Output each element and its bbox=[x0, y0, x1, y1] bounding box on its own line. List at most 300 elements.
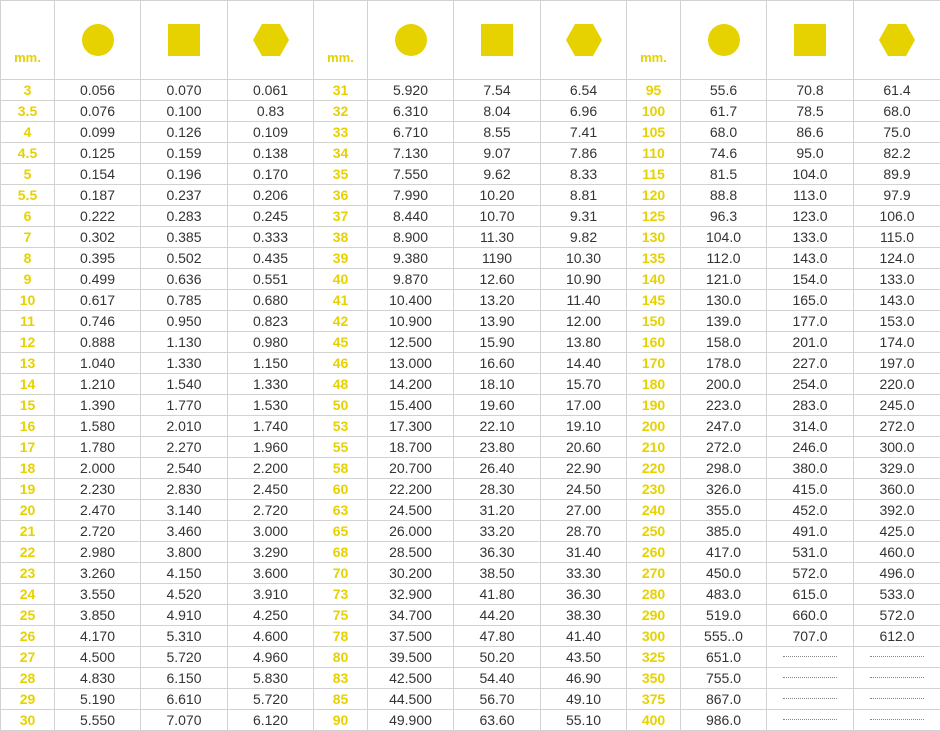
round-weight-cell: 13.000 bbox=[368, 353, 454, 374]
square-weight-cell: 41.80 bbox=[454, 584, 541, 605]
square-weight-cell: 227.0 bbox=[767, 353, 854, 374]
table-row bbox=[1, 185, 940, 206]
size-cell: 38 bbox=[314, 227, 368, 248]
hex-weight-cell: 5.830 bbox=[228, 668, 314, 689]
size-cell: 31 bbox=[314, 80, 368, 101]
hex-weight-cell: 13.80 bbox=[541, 332, 627, 353]
square-weight-cell: 12.60 bbox=[454, 269, 541, 290]
size-cell: 260 bbox=[627, 542, 681, 563]
square-weight-cell: 0.126 bbox=[141, 122, 228, 143]
hex-weight-cell: 496.0 bbox=[854, 563, 940, 584]
table-row bbox=[1, 416, 940, 437]
hex-weight-cell: 0.061 bbox=[228, 80, 314, 101]
square-weight-cell: 33.20 bbox=[454, 521, 541, 542]
square-weight-cell: 0.636 bbox=[141, 269, 228, 290]
table-row bbox=[1, 647, 940, 668]
square-weight-cell: 50.20 bbox=[454, 647, 541, 668]
size-cell: 7 bbox=[1, 227, 55, 248]
square-weight-cell: 15.90 bbox=[454, 332, 541, 353]
size-cell: 3 bbox=[1, 80, 55, 101]
square-weight-cell bbox=[767, 710, 854, 731]
square-weight-cell bbox=[767, 689, 854, 710]
square-weight-cell: 3.800 bbox=[141, 542, 228, 563]
size-cell: 180 bbox=[627, 374, 681, 395]
empty-value-dotted-line bbox=[870, 656, 924, 657]
size-cell: 220 bbox=[627, 458, 681, 479]
hex-weight-cell: 1.530 bbox=[228, 395, 314, 416]
square-weight-cell: 615.0 bbox=[767, 584, 854, 605]
size-cell: 12 bbox=[1, 332, 55, 353]
table-row bbox=[1, 689, 940, 710]
round-weight-cell: 44.500 bbox=[368, 689, 454, 710]
table-row bbox=[1, 164, 940, 185]
square-weight-cell: 8.55 bbox=[454, 122, 541, 143]
size-cell: 26 bbox=[1, 626, 55, 647]
hex-weight-cell: 10.30 bbox=[541, 248, 627, 269]
size-cell: 250 bbox=[627, 521, 681, 542]
round-weight-cell: 1.580 bbox=[55, 416, 141, 437]
round-weight-cell: 96.3 bbox=[681, 206, 767, 227]
round-weight-cell: 6.710 bbox=[368, 122, 454, 143]
round-weight-cell: 3.550 bbox=[55, 584, 141, 605]
size-cell: 24 bbox=[1, 584, 55, 605]
size-cell: 48 bbox=[314, 374, 368, 395]
round-weight-cell: 24.500 bbox=[368, 500, 454, 521]
size-cell: 78 bbox=[314, 626, 368, 647]
hex-weight-cell: 8.81 bbox=[541, 185, 627, 206]
round-weight-cell: 30.200 bbox=[368, 563, 454, 584]
size-cell: 11 bbox=[1, 311, 55, 332]
hex-weight-cell: 153.0 bbox=[854, 311, 940, 332]
round-weight-cell: 2.230 bbox=[55, 479, 141, 500]
round-weight-cell: 5.190 bbox=[55, 689, 141, 710]
round-weight-cell: 223.0 bbox=[681, 395, 767, 416]
hex-weight-cell: 425.0 bbox=[854, 521, 940, 542]
size-cell: 21 bbox=[1, 521, 55, 542]
table-row bbox=[1, 143, 940, 164]
hex-weight-cell: 10.90 bbox=[541, 269, 627, 290]
size-cell: 28 bbox=[1, 668, 55, 689]
square-weight-cell: 5.720 bbox=[141, 647, 228, 668]
size-cell: 14 bbox=[1, 374, 55, 395]
hex-weight-cell: 197.0 bbox=[854, 353, 940, 374]
empty-value-dotted-line bbox=[783, 698, 837, 699]
square-weight-cell: 8.04 bbox=[454, 101, 541, 122]
hex-weight-cell: 0.109 bbox=[228, 122, 314, 143]
hex-weight-cell: 124.0 bbox=[854, 248, 940, 269]
round-weight-cell: 355.0 bbox=[681, 500, 767, 521]
hex-weight-cell: 460.0 bbox=[854, 542, 940, 563]
size-cell: 290 bbox=[627, 605, 681, 626]
table-row bbox=[1, 311, 940, 332]
square-weight-cell: 1.540 bbox=[141, 374, 228, 395]
round-weight-cell: 34.700 bbox=[368, 605, 454, 626]
hex-weight-cell: 8.33 bbox=[541, 164, 627, 185]
round-weight-cell: 7.990 bbox=[368, 185, 454, 206]
size-header: mm. bbox=[1, 1, 55, 80]
hex-weight-cell: 245.0 bbox=[854, 395, 940, 416]
square-weight-cell: 13.20 bbox=[454, 290, 541, 311]
hex-weight-cell: 19.10 bbox=[541, 416, 627, 437]
round-weight-cell: 755.0 bbox=[681, 668, 767, 689]
size-header: mm. bbox=[314, 1, 368, 80]
hex-weight-cell: 17.00 bbox=[541, 395, 627, 416]
size-cell: 58 bbox=[314, 458, 368, 479]
square-weight-cell: 572.0 bbox=[767, 563, 854, 584]
hex-weight-cell: 1.740 bbox=[228, 416, 314, 437]
size-cell: 5 bbox=[1, 164, 55, 185]
round-weight-cell: 0.746 bbox=[55, 311, 141, 332]
size-cell: 230 bbox=[627, 479, 681, 500]
size-cell: 6 bbox=[1, 206, 55, 227]
square-weight-cell: 380.0 bbox=[767, 458, 854, 479]
table-row bbox=[1, 101, 940, 122]
round-weight-cell: 88.8 bbox=[681, 185, 767, 206]
square-bar-column-header bbox=[454, 1, 541, 80]
size-cell: 13 bbox=[1, 353, 55, 374]
square-weight-cell: 95.0 bbox=[767, 143, 854, 164]
round-weight-cell: 2.470 bbox=[55, 500, 141, 521]
round-weight-cell: 0.056 bbox=[55, 80, 141, 101]
hexagon-icon bbox=[566, 24, 602, 56]
round-weight-cell: 9.380 bbox=[368, 248, 454, 269]
circle-icon bbox=[708, 24, 740, 56]
size-cell: 125 bbox=[627, 206, 681, 227]
square-weight-cell: 0.100 bbox=[141, 101, 228, 122]
square-weight-cell: 1190 bbox=[454, 248, 541, 269]
round-weight-cell: 0.076 bbox=[55, 101, 141, 122]
size-cell: 95 bbox=[627, 80, 681, 101]
round-weight-cell: 450.0 bbox=[681, 563, 767, 584]
square-weight-cell: 0.237 bbox=[141, 185, 228, 206]
square-icon bbox=[481, 24, 513, 56]
square-weight-cell: 531.0 bbox=[767, 542, 854, 563]
table-row bbox=[1, 80, 940, 101]
hex-weight-cell: 0.680 bbox=[228, 290, 314, 311]
size-cell: 3.5 bbox=[1, 101, 55, 122]
table-row bbox=[1, 626, 940, 647]
hex-weight-cell: 20.60 bbox=[541, 437, 627, 458]
size-cell: 33 bbox=[314, 122, 368, 143]
table-row bbox=[1, 290, 940, 311]
hex-weight-cell: 14.40 bbox=[541, 353, 627, 374]
square-weight-cell: 7.070 bbox=[141, 710, 228, 731]
square-weight-cell: 1.330 bbox=[141, 353, 228, 374]
size-cell: 41 bbox=[314, 290, 368, 311]
hex-weight-cell: 68.0 bbox=[854, 101, 940, 122]
square-weight-cell: 0.283 bbox=[141, 206, 228, 227]
size-cell: 30 bbox=[1, 710, 55, 731]
round-weight-cell: 2.720 bbox=[55, 521, 141, 542]
round-weight-cell: 3.260 bbox=[55, 563, 141, 584]
round-weight-cell: 17.300 bbox=[368, 416, 454, 437]
empty-value-dotted-line bbox=[870, 719, 924, 720]
square-weight-cell: 314.0 bbox=[767, 416, 854, 437]
size-cell: 60 bbox=[314, 479, 368, 500]
round-weight-cell: 0.125 bbox=[55, 143, 141, 164]
empty-value-dotted-line bbox=[783, 656, 837, 657]
table-row bbox=[1, 206, 940, 227]
size-cell: 22 bbox=[1, 542, 55, 563]
hex-weight-cell bbox=[854, 647, 940, 668]
square-weight-cell: 4.150 bbox=[141, 563, 228, 584]
size-cell: 45 bbox=[314, 332, 368, 353]
hex-weight-cell: 133.0 bbox=[854, 269, 940, 290]
hex-weight-cell: 3.910 bbox=[228, 584, 314, 605]
round-weight-cell: 10.400 bbox=[368, 290, 454, 311]
table-row bbox=[1, 269, 940, 290]
size-cell: 105 bbox=[627, 122, 681, 143]
round-weight-cell: 1.390 bbox=[55, 395, 141, 416]
square-weight-cell: 133.0 bbox=[767, 227, 854, 248]
round-weight-cell: 49.900 bbox=[368, 710, 454, 731]
square-weight-cell: 660.0 bbox=[767, 605, 854, 626]
size-cell: 85 bbox=[314, 689, 368, 710]
table-row bbox=[1, 500, 940, 521]
size-cell: 115 bbox=[627, 164, 681, 185]
size-cell: 160 bbox=[627, 332, 681, 353]
round-weight-cell: 986.0 bbox=[681, 710, 767, 731]
hex-weight-cell: 0.823 bbox=[228, 311, 314, 332]
hex-weight-cell: 2.200 bbox=[228, 458, 314, 479]
size-cell: 35 bbox=[314, 164, 368, 185]
square-weight-cell: 283.0 bbox=[767, 395, 854, 416]
hex-weight-cell: 3.290 bbox=[228, 542, 314, 563]
table-row bbox=[1, 437, 940, 458]
empty-value-dotted-line bbox=[870, 698, 924, 699]
hex-weight-cell bbox=[854, 668, 940, 689]
hex-weight-cell: 89.9 bbox=[854, 164, 940, 185]
size-cell: 19 bbox=[1, 479, 55, 500]
size-cell: 18 bbox=[1, 458, 55, 479]
square-weight-cell: 415.0 bbox=[767, 479, 854, 500]
hex-weight-cell: 0.980 bbox=[228, 332, 314, 353]
hex-weight-cell: 0.206 bbox=[228, 185, 314, 206]
round-weight-cell: 7.130 bbox=[368, 143, 454, 164]
round-weight-cell: 18.700 bbox=[368, 437, 454, 458]
size-cell: 240 bbox=[627, 500, 681, 521]
round-weight-cell: 0.499 bbox=[55, 269, 141, 290]
hex-weight-cell: 115.0 bbox=[854, 227, 940, 248]
square-weight-cell: 0.385 bbox=[141, 227, 228, 248]
table-row bbox=[1, 248, 940, 269]
size-cell: 10 bbox=[1, 290, 55, 311]
square-weight-cell: 0.196 bbox=[141, 164, 228, 185]
size-cell: 17 bbox=[1, 437, 55, 458]
hex-weight-cell: 572.0 bbox=[854, 605, 940, 626]
hex-weight-cell: 360.0 bbox=[854, 479, 940, 500]
round-weight-cell: 28.500 bbox=[368, 542, 454, 563]
square-weight-cell: 246.0 bbox=[767, 437, 854, 458]
size-cell: 37 bbox=[314, 206, 368, 227]
hex-weight-cell: 3.000 bbox=[228, 521, 314, 542]
square-weight-cell: 70.8 bbox=[767, 80, 854, 101]
hex-weight-cell: 3.600 bbox=[228, 563, 314, 584]
square-weight-cell: 22.10 bbox=[454, 416, 541, 437]
hex-bar-column-header bbox=[228, 1, 314, 80]
square-weight-cell: 9.07 bbox=[454, 143, 541, 164]
round-weight-cell: 42.500 bbox=[368, 668, 454, 689]
round-weight-cell: 55.6 bbox=[681, 80, 767, 101]
round-weight-cell: 14.200 bbox=[368, 374, 454, 395]
round-weight-cell: 0.395 bbox=[55, 248, 141, 269]
table-row bbox=[1, 479, 940, 500]
size-cell: 68 bbox=[314, 542, 368, 563]
size-cell: 4.5 bbox=[1, 143, 55, 164]
size-cell: 325 bbox=[627, 647, 681, 668]
size-cell: 270 bbox=[627, 563, 681, 584]
hex-weight-cell: 4.600 bbox=[228, 626, 314, 647]
square-weight-cell: 0.070 bbox=[141, 80, 228, 101]
hex-weight-cell: 533.0 bbox=[854, 584, 940, 605]
square-weight-cell: 707.0 bbox=[767, 626, 854, 647]
size-cell: 375 bbox=[627, 689, 681, 710]
round-weight-cell: 4.170 bbox=[55, 626, 141, 647]
round-weight-cell: 121.0 bbox=[681, 269, 767, 290]
square-weight-cell: 18.10 bbox=[454, 374, 541, 395]
square-weight-cell: 177.0 bbox=[767, 311, 854, 332]
hex-weight-cell bbox=[854, 689, 940, 710]
hex-weight-cell: 272.0 bbox=[854, 416, 940, 437]
size-cell: 32 bbox=[314, 101, 368, 122]
square-weight-cell bbox=[767, 668, 854, 689]
hex-weight-cell: 143.0 bbox=[854, 290, 940, 311]
round-weight-cell: 15.400 bbox=[368, 395, 454, 416]
square-bar-column-header bbox=[767, 1, 854, 80]
hex-weight-cell: 11.40 bbox=[541, 290, 627, 311]
round-weight-cell: 7.550 bbox=[368, 164, 454, 185]
square-weight-cell: 4.910 bbox=[141, 605, 228, 626]
size-cell: 135 bbox=[627, 248, 681, 269]
square-weight-cell: 3.460 bbox=[141, 521, 228, 542]
size-cell: 110 bbox=[627, 143, 681, 164]
hex-weight-cell: 46.90 bbox=[541, 668, 627, 689]
round-weight-cell: 0.302 bbox=[55, 227, 141, 248]
hex-weight-cell: 43.50 bbox=[541, 647, 627, 668]
size-cell: 5.5 bbox=[1, 185, 55, 206]
empty-value-dotted-line bbox=[783, 677, 837, 678]
table-row bbox=[1, 458, 940, 479]
size-cell: 4 bbox=[1, 122, 55, 143]
round-weight-cell: 26.000 bbox=[368, 521, 454, 542]
circle-icon bbox=[395, 24, 427, 56]
size-cell: 190 bbox=[627, 395, 681, 416]
round-weight-cell: 326.0 bbox=[681, 479, 767, 500]
round-weight-cell: 178.0 bbox=[681, 353, 767, 374]
square-weight-cell: 44.20 bbox=[454, 605, 541, 626]
size-cell: 40 bbox=[314, 269, 368, 290]
square-weight-cell: 0.159 bbox=[141, 143, 228, 164]
hex-weight-cell: 49.10 bbox=[541, 689, 627, 710]
header-row bbox=[1, 1, 940, 80]
square-weight-cell bbox=[767, 647, 854, 668]
hex-weight-cell: 41.40 bbox=[541, 626, 627, 647]
size-cell: 280 bbox=[627, 584, 681, 605]
square-weight-cell: 0.950 bbox=[141, 311, 228, 332]
hex-weight-cell: 22.90 bbox=[541, 458, 627, 479]
square-weight-cell: 19.60 bbox=[454, 395, 541, 416]
table-row bbox=[1, 668, 940, 689]
hex-weight-cell: 0.170 bbox=[228, 164, 314, 185]
size-cell: 65 bbox=[314, 521, 368, 542]
square-weight-cell: 7.54 bbox=[454, 80, 541, 101]
square-weight-cell: 28.30 bbox=[454, 479, 541, 500]
square-weight-cell: 113.0 bbox=[767, 185, 854, 206]
hex-weight-cell: 612.0 bbox=[854, 626, 940, 647]
table-row bbox=[1, 227, 940, 248]
square-weight-cell: 1.130 bbox=[141, 332, 228, 353]
table-row bbox=[1, 584, 940, 605]
hex-weight-cell: 9.31 bbox=[541, 206, 627, 227]
square-weight-cell: 63.60 bbox=[454, 710, 541, 731]
square-weight-cell: 5.310 bbox=[141, 626, 228, 647]
size-cell: 300 bbox=[627, 626, 681, 647]
hex-weight-cell: 75.0 bbox=[854, 122, 940, 143]
round-weight-cell: 1.780 bbox=[55, 437, 141, 458]
square-weight-cell: 13.90 bbox=[454, 311, 541, 332]
square-weight-cell: 47.80 bbox=[454, 626, 541, 647]
hex-weight-cell: 31.40 bbox=[541, 542, 627, 563]
round-weight-cell: 867.0 bbox=[681, 689, 767, 710]
hex-weight-cell: 9.82 bbox=[541, 227, 627, 248]
hex-weight-cell: 0.138 bbox=[228, 143, 314, 164]
round-weight-cell: 0.154 bbox=[55, 164, 141, 185]
round-weight-cell: 247.0 bbox=[681, 416, 767, 437]
hex-weight-cell: 0.333 bbox=[228, 227, 314, 248]
size-cell: 34 bbox=[314, 143, 368, 164]
round-weight-cell: 68.0 bbox=[681, 122, 767, 143]
table-row bbox=[1, 563, 940, 584]
size-cell: 140 bbox=[627, 269, 681, 290]
hex-weight-cell bbox=[854, 710, 940, 731]
square-weight-cell: 78.5 bbox=[767, 101, 854, 122]
hex-weight-cell: 6.120 bbox=[228, 710, 314, 731]
size-cell: 53 bbox=[314, 416, 368, 437]
round-weight-cell: 22.200 bbox=[368, 479, 454, 500]
square-weight-cell: 16.60 bbox=[454, 353, 541, 374]
square-weight-cell: 104.0 bbox=[767, 164, 854, 185]
square-weight-cell: 38.50 bbox=[454, 563, 541, 584]
round-weight-cell: 483.0 bbox=[681, 584, 767, 605]
hex-weight-cell: 106.0 bbox=[854, 206, 940, 227]
size-cell: 130 bbox=[627, 227, 681, 248]
hex-weight-cell: 12.00 bbox=[541, 311, 627, 332]
circle-icon bbox=[82, 24, 114, 56]
round-weight-cell: 1.040 bbox=[55, 353, 141, 374]
hex-bar-column-header bbox=[854, 1, 940, 80]
table-row bbox=[1, 374, 940, 395]
square-weight-cell: 201.0 bbox=[767, 332, 854, 353]
size-cell: 9 bbox=[1, 269, 55, 290]
round-weight-cell: 0.099 bbox=[55, 122, 141, 143]
size-cell: 39 bbox=[314, 248, 368, 269]
hex-weight-cell: 1.330 bbox=[228, 374, 314, 395]
round-weight-cell: 417.0 bbox=[681, 542, 767, 563]
size-cell: 73 bbox=[314, 584, 368, 605]
square-weight-cell: 54.40 bbox=[454, 668, 541, 689]
round-weight-cell: 12.500 bbox=[368, 332, 454, 353]
hex-weight-cell: 2.720 bbox=[228, 500, 314, 521]
size-cell: 350 bbox=[627, 668, 681, 689]
round-weight-cell: 5.550 bbox=[55, 710, 141, 731]
hex-bar-column-header bbox=[541, 1, 627, 80]
square-weight-cell: 0.502 bbox=[141, 248, 228, 269]
square-weight-cell: 2.270 bbox=[141, 437, 228, 458]
round-weight-cell: 2.980 bbox=[55, 542, 141, 563]
size-cell: 42 bbox=[314, 311, 368, 332]
square-weight-cell: 6.150 bbox=[141, 668, 228, 689]
empty-value-dotted-line bbox=[783, 719, 837, 720]
